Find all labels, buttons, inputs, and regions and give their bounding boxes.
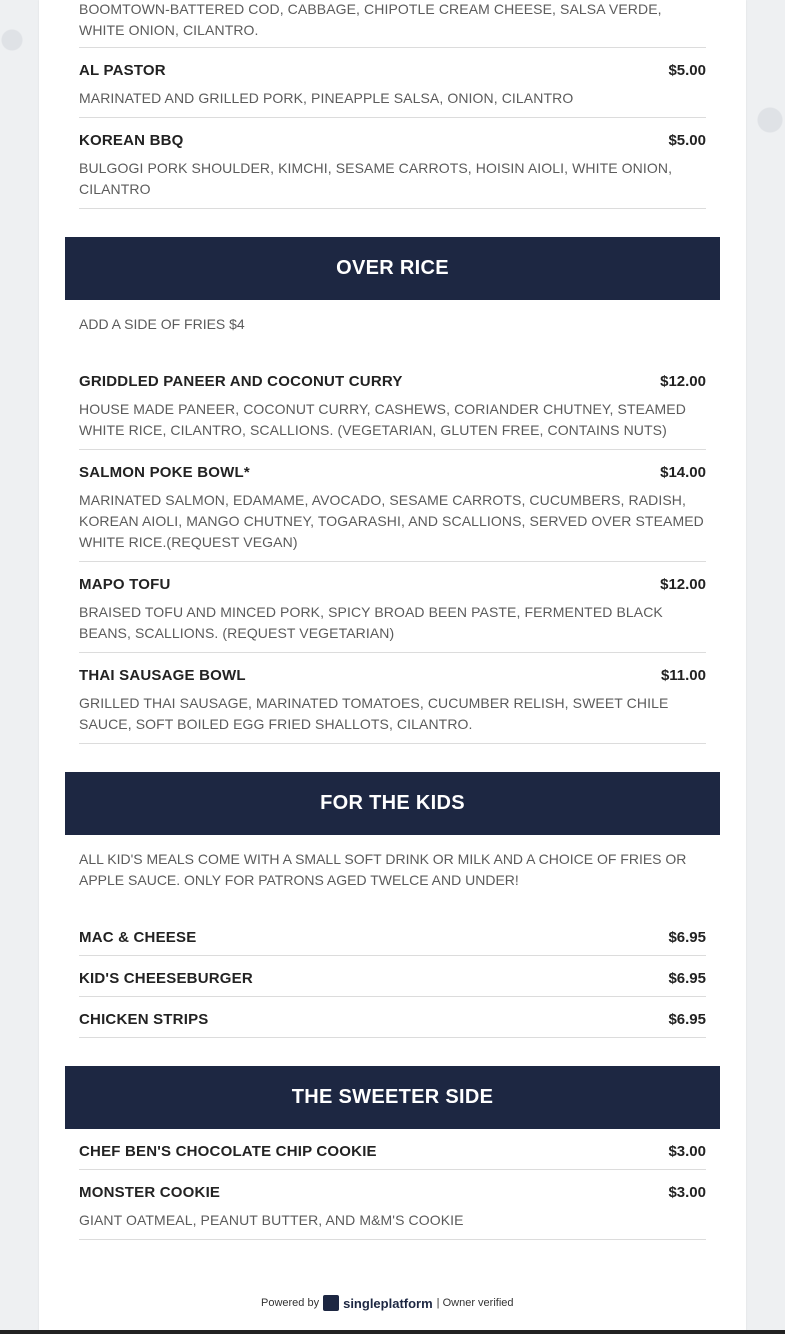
bottom-bar — [0, 1330, 785, 1334]
divider — [79, 208, 706, 209]
item-price: $3.00 — [668, 1143, 706, 1160]
item-price: $11.00 — [660, 667, 706, 684]
item-name: CHICKEN STRIPS — [79, 1011, 209, 1028]
divider — [79, 47, 706, 48]
item-name: CHEF BEN'S CHOCOLATE CHIP COOKIE — [79, 1143, 377, 1160]
section-header-the-sweeter-side: THE SWEETER SIDE — [65, 1066, 720, 1129]
menu-item[interactable] — [79, 373, 706, 441]
menu-item[interactable] — [79, 1011, 706, 1028]
item-price: $5.00 — [668, 132, 706, 149]
divider — [79, 449, 706, 450]
item-name: MONSTER COOKIE — [79, 1184, 221, 1201]
item-description: GIANT OATMEAL, PEANUT BUTTER, AND M&M'S COOKIE — [79, 1212, 464, 1228]
item-name: SALMON POKE BOWL* — [79, 464, 250, 481]
divider — [79, 1239, 706, 1240]
divider — [79, 117, 706, 118]
item-description: MARINATED AND GRILLED PORK, PINEAPPLE SALSA, ONION, CILANTRO — [79, 90, 574, 106]
singleplatform-logo-icon — [323, 1295, 339, 1311]
item-price: $12.00 — [660, 373, 706, 390]
item-price: $14.00 — [660, 464, 706, 481]
divider — [79, 652, 706, 653]
item-price: $3.00 — [668, 1184, 706, 1201]
section-header-for-the-kids: FOR THE KIDS — [65, 772, 720, 835]
item-name: MAPO TOFU — [79, 576, 171, 593]
item-description: BOOMTOWN-BATTERED COD, CABBAGE, CHIPOTLE CREAM CHEESE, SALSA VERDE, WHITE ONION, CILANTRO. — [79, 1, 662, 38]
item-name: KOREAN BBQ — [79, 132, 184, 149]
item-price: $6.95 — [668, 929, 706, 946]
powered-by-label: Powered by — [261, 1297, 320, 1309]
menu-item[interactable] — [79, 667, 706, 735]
divider — [79, 1037, 706, 1038]
item-price: $6.95 — [668, 1011, 706, 1028]
menu-item[interactable] — [79, 464, 706, 553]
menu-item[interactable] — [79, 62, 706, 109]
menu-item[interactable] — [79, 970, 706, 987]
item-description: MARINATED SALMON, EDAMAME, AVOCADO, SESAME CARROTS, CUCUMBERS, RADISH, KOREAN AIOLI, MANGO CHUTNEY, TOGARASHI, AND SCALLIONS, SERVED OVER STEAMED WHITE RICE.(REQUEST VEGAN) — [79, 492, 704, 550]
item-description: HOUSE MADE PANEER, COCONUT CURRY, CASHEWS, CORIANDER CHUTNEY, STEAMED WHITE RICE, CILANTRO, SCALLIONS. (VEGETARIAN, GLUTEN FREE, CONTAINS NUTS) — [79, 401, 686, 438]
item-name: THAI SAUSAGE BOWL — [79, 667, 246, 684]
singleplatform-brand: singleplatform — [343, 1295, 433, 1311]
item-name: KID'S CHEESEBURGER — [79, 970, 253, 987]
item-description: BULGOGI PORK SHOULDER, KIMCHI, SESAME CARROTS, HOISIN AIOLI, WHITE ONION, CILANTRO — [79, 160, 673, 197]
menu-item[interactable] — [79, 929, 706, 946]
menu-item[interactable] — [79, 576, 706, 644]
section-note: ADD A SIDE OF FRIES $4 — [79, 316, 245, 332]
divider — [79, 561, 706, 562]
powered-by-singleplatform[interactable] — [261, 1293, 523, 1313]
item-price: $12.00 — [660, 576, 706, 593]
divider — [79, 743, 706, 744]
item-price: $5.00 — [668, 62, 706, 79]
owner-verified-label: | Owner verified — [436, 1297, 514, 1309]
section-header-over-rice: OVER RICE — [65, 237, 720, 300]
menu-item[interactable] — [79, 1143, 706, 1160]
menu-item[interactable] — [79, 1184, 706, 1231]
section-note: ALL KID'S MEALS COME WITH A SMALL SOFT DRINK OR MILK AND A CHOICE OF FRIES OR APPLE SAUCE. ONLY FOR PATRONS AGED TWELCE AND UNDER! — [79, 851, 687, 888]
divider — [79, 1169, 706, 1170]
item-name: AL PASTOR — [79, 62, 166, 79]
divider — [79, 955, 706, 956]
item-price: $6.95 — [668, 970, 706, 987]
item-description: BRAISED TOFU AND MINCED PORK, SPICY BROAD BEEN PASTE, FERMENTED BLACK BEANS, SCALLIONS. (REQUEST VEGETARIAN) — [79, 604, 663, 641]
divider — [79, 996, 706, 997]
menu-card — [39, 0, 746, 1334]
item-name: MAC & CHEESE — [79, 929, 197, 946]
menu-item[interactable] — [79, 132, 706, 200]
menu-item — [79, 0, 706, 41]
item-description: GRILLED THAI SAUSAGE, MARINATED TOMATOES, CUCUMBER RELISH, SWEET CHILE SAUCE, SOFT BOILED EGG FRIED SHALLOTS, CILANTRO. — [79, 695, 669, 732]
item-name: GRIDDLED PANEER AND COCONUT CURRY — [79, 373, 403, 390]
